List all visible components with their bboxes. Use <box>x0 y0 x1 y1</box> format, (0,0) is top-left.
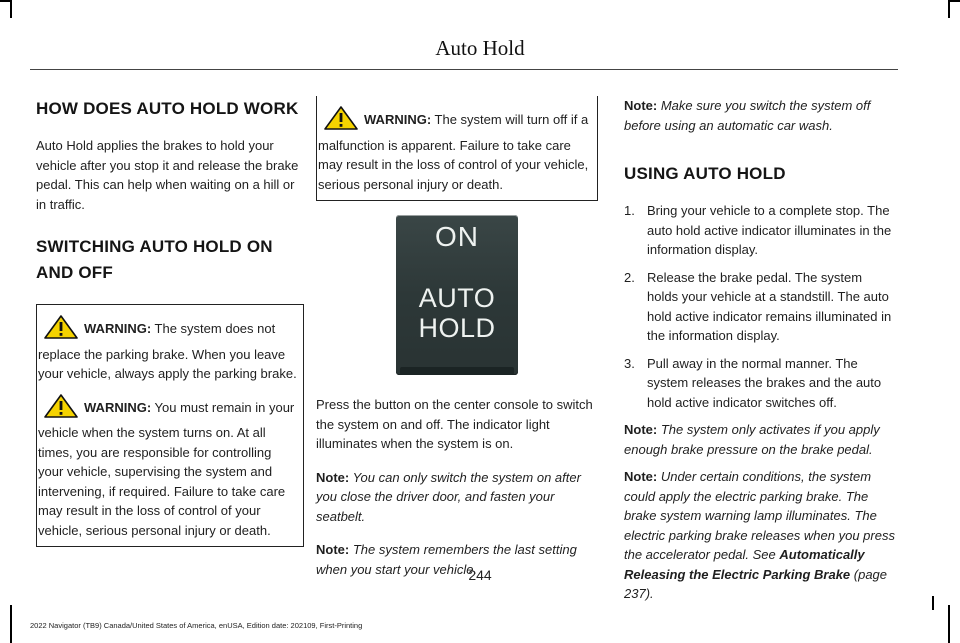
header-rule <box>30 69 898 70</box>
crop-mark <box>948 0 950 18</box>
step-text: Release the brake pedal. The system holds your vehicle at a standstill. The auto hold active indicator remains illuminated in the information display. <box>647 269 892 343</box>
step-number: 1. <box>624 203 635 218</box>
note-brake-pressure <box>624 420 896 459</box>
warning-triangle-icon <box>44 394 78 424</box>
warning-text: The system does not replace the parking brake. When you leave your vehicle, always apply the parking brake. <box>38 321 297 381</box>
column-right <box>624 96 896 604</box>
note-text: Under certain conditions, the system could apply the electric parking brake. The brake system warning lamp illuminates. The electric parking brake releases when you press the accelerator pedal. See <box>624 469 895 562</box>
paragraph-press-button: Press the button on the center console to switch the system on and off. The indicator light illuminates when the system is on. <box>316 397 593 451</box>
note-seatbelt <box>316 468 598 527</box>
column-middle <box>316 96 598 579</box>
note-text: Make sure you switch the system off before using an automatic car wash. <box>624 98 871 133</box>
button-indicator-strip <box>400 367 514 375</box>
button-on-label: ON <box>435 221 479 252</box>
button-auto-label: AUTO <box>418 283 496 313</box>
button-hold-label: HOLD <box>418 313 496 343</box>
column-left <box>36 96 304 547</box>
paragraph-how: Auto Hold applies the brakes to hold your vehicle after you stop it and release the brake pedal. This can help when waiting on a hill or in traffic. <box>36 138 299 212</box>
warning-label: WARNING: <box>364 112 432 127</box>
heading-how-auto-hold-works: HOW DOES AUTO HOLD WORK <box>36 99 299 118</box>
warning-label: WARNING: <box>84 399 152 415</box>
crop-mark <box>10 0 12 18</box>
step-number: 3. <box>624 355 635 371</box>
note-label: Note: <box>316 542 350 557</box>
note-label: Note: <box>316 469 350 485</box>
warning-text: The system will turn off if a malfunction is apparent. Failure to take care may result in the loss of control of your vehicle, serious personal injury or death. <box>318 112 589 192</box>
list-item <box>624 354 896 413</box>
note-electric-parking-brake <box>624 467 896 604</box>
crop-mark <box>932 596 934 610</box>
warning-item <box>38 315 299 384</box>
note-label: Note: <box>624 98 658 113</box>
warning-box <box>36 304 304 547</box>
note-text: The system remembers the last setting when you start your vehicle. <box>316 542 577 577</box>
crop-mark <box>950 0 960 2</box>
list-item <box>624 268 896 346</box>
note-car-wash <box>624 96 896 135</box>
warning-triangle-icon <box>324 106 358 136</box>
heading-using-auto-hold: USING AUTO HOLD <box>624 164 786 183</box>
note-text: You can only switch the system on after you close the driver door, and fasten your seatbelt. <box>316 469 581 524</box>
step-number: 2. <box>624 269 635 285</box>
crop-mark <box>0 0 10 2</box>
warning-triangle-icon <box>44 315 78 345</box>
warning-item <box>38 394 299 541</box>
page-title: Auto Hold <box>435 36 525 60</box>
warning-text: You must remain in your vehicle when the system turns on. At all times, you are responsible for controlling your vehicle, supervising the system and intervening, if required. Failure to take care may result in the loss of control of your vehicle, serious personal injury or death. <box>38 399 295 538</box>
list-item <box>624 201 896 260</box>
page-reference: (page 237). <box>624 566 888 601</box>
warning-box <box>316 96 598 201</box>
cross-reference-link[interactable]: Automatically Releasing the Electric Parking Brake <box>624 547 865 582</box>
step-text: Pull away in the normal manner. The system releases the brakes and the auto hold active indicator switches off. <box>647 355 882 410</box>
crop-mark <box>10 605 12 643</box>
note-text: The system only activates if you apply enough brake pressure on the brake pedal. <box>624 422 880 457</box>
warning-label: WARNING: <box>84 321 152 336</box>
footer-edition: 2022 Navigator (TB9) Canada/United States of America, enUSA, Edition date: 202109, First-Printing <box>30 621 363 630</box>
auto-hold-button-image <box>396 215 518 377</box>
note-label: Note: <box>624 422 658 437</box>
crop-mark <box>948 605 950 643</box>
heading-switching-auto-hold: SWITCHING AUTO HOLD ON AND OFF <box>36 237 273 282</box>
warning-item <box>318 106 593 194</box>
note-label: Note: <box>624 469 658 484</box>
page-number: 244 <box>468 567 492 583</box>
steps-list <box>624 201 896 412</box>
step-text: Bring your vehicle to a complete stop. The auto hold active indicator illuminates in the information display. <box>647 203 892 257</box>
